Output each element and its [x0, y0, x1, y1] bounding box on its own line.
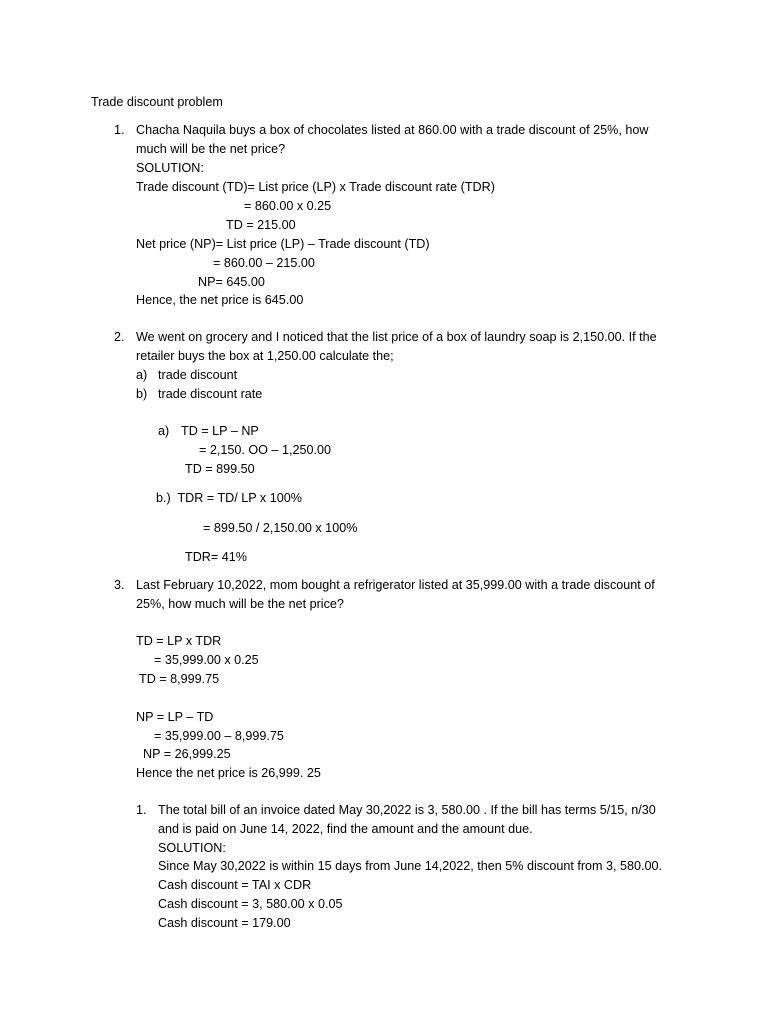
- problem-3-td-calc: = 35,999.00 x 0.25: [154, 653, 259, 667]
- problem-4-reasoning: Since May 30,2022 is within 15 days from June 14,2022, then 5% discount from 3, 580.00.: [158, 859, 663, 873]
- problem-1-line-1: Chacha Naquila buys a box of chocolates listed at 860.00 with a trade discount of 25%, how: [136, 123, 649, 137]
- problem-1-line-2: much will be the net price?: [136, 142, 286, 156]
- problem-3-line-1: Last February 10,2022, mom bought a refrigerator listed at 35,999.00 with a trade discount of: [136, 578, 655, 592]
- problem-1-number: 1.: [114, 123, 125, 137]
- problem-1-formula: Trade discount (TD)= List price (LP) x Trade discount rate (TDR): [136, 180, 495, 194]
- problem-2-solution-a-formula: TD = LP – NP: [181, 424, 259, 438]
- problem-2-solution-a-calc: = 2,150. OO – 1,250.00: [199, 443, 331, 457]
- problem-3-td-formula: TD = LP x TDR: [136, 634, 222, 648]
- problem-4-cd-result: Cash discount = 179.00: [158, 916, 291, 930]
- problem-3-td-result: TD = 8,999.75: [139, 672, 220, 686]
- problem-2-line-2: retailer buys the box at 1,250.00 calculate the;: [136, 349, 394, 363]
- problem-3-conclusion: Hence the net price is 26,999. 25: [136, 766, 321, 780]
- document-title: Trade discount problem: [91, 95, 223, 109]
- problem-2-item-b: trade discount rate: [158, 387, 263, 401]
- problem-3-number: 3.: [114, 578, 125, 592]
- problem-4-number: 1.: [136, 803, 147, 817]
- problem-4-cd-calc: Cash discount = 3, 580.00 x 0.05: [158, 897, 343, 911]
- problem-2-item-a-marker: a): [136, 368, 148, 382]
- problem-2-solution-a-result: TD = 899.50: [185, 462, 255, 476]
- problem-2-solution-b-result: TDR= 41%: [185, 550, 247, 564]
- problem-1-solution-label: SOLUTION:: [136, 161, 204, 175]
- problem-3-np-formula: NP = LP – TD: [136, 710, 214, 724]
- problem-1-np-calc: = 860.00 – 215.00: [213, 256, 315, 270]
- problem-2-solution-a-marker: a): [158, 424, 170, 438]
- problem-2-solution-b-formula: b.) TDR = TD/ LP x 100%: [156, 491, 302, 505]
- problem-3-line-2: 25%, how much will be the net price?: [136, 597, 344, 611]
- problem-4-line-2: and is paid on June 14, 2022, find the amount and the amount due.: [158, 822, 533, 836]
- problem-2-item-a: trade discount: [158, 368, 238, 382]
- problem-1-np-result: NP= 645.00: [198, 275, 265, 289]
- problem-2-line-1: We went on grocery and I noticed that the list price of a box of laundry soap is 2,150.00. If the: [136, 330, 657, 344]
- problem-4-line-1: The total bill of an invoice dated May 30,2022 is 3, 580.00 . If the bill has terms 5/15, n/30: [158, 803, 656, 817]
- problem-1-td-result: TD = 215.00: [226, 218, 296, 232]
- problem-4-solution-label: SOLUTION:: [158, 841, 226, 855]
- problem-3-np-result: NP = 26,999.25: [143, 747, 231, 761]
- problem-2-number: 2.: [114, 330, 125, 344]
- problem-1-calc: = 860.00 x 0.25: [244, 199, 332, 213]
- problem-4-cd-formula: Cash discount = TAI x CDR: [158, 878, 312, 892]
- problem-1-np-formula: Net price (NP)= List price (LP) – Trade discount (TD): [136, 237, 430, 251]
- problem-3-np-calc: = 35,999.00 – 8,999.75: [154, 729, 284, 743]
- problem-1-conclusion: Hence, the net price is 645.00: [136, 293, 304, 307]
- problem-2-solution-b-calc: = 899.50 / 2,150.00 x 100%: [203, 521, 358, 535]
- problem-2-item-b-marker: b): [136, 387, 148, 401]
